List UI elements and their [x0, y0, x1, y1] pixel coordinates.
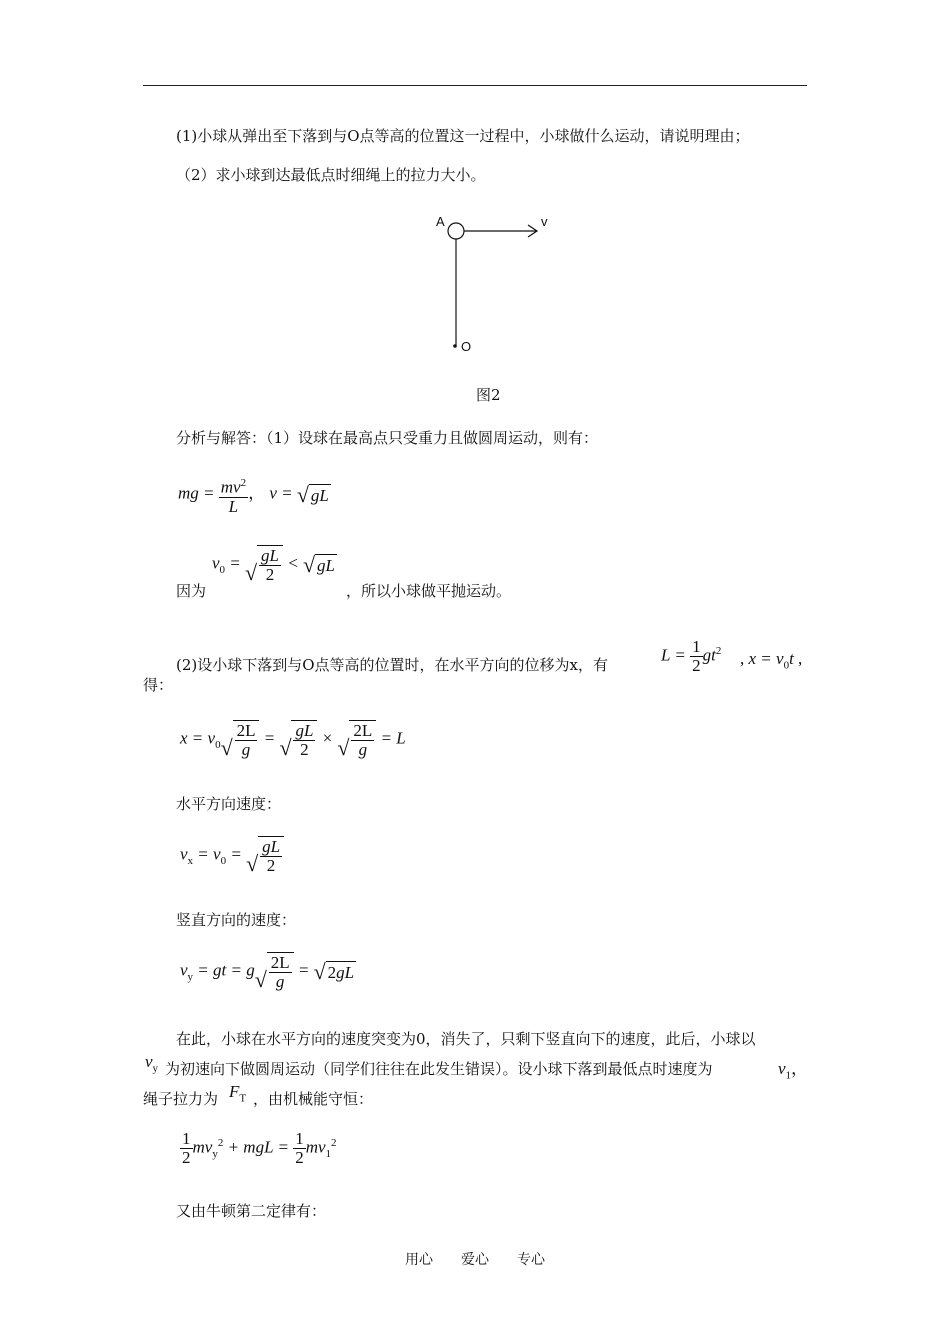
eq-energy: $\frac{1}{2}$ $mv_y^2$ + mgL = $\frac{1}{2}$ $mv_1^2$ [182, 1129, 337, 1167]
eq-vx: $v_x = v_0$ = √ $\frac{gL}{2}$ [180, 836, 284, 875]
paragraph-line-2: 为初速向下做圆周运动（同学们往往在此发生错误）。设小球下落到最低点时速度为 [165, 1060, 713, 1078]
so-text: ，所以小球做平抛运动。 [346, 582, 512, 600]
horizontal-speed-label: 水平方向速度： [176, 795, 282, 813]
label-a: A [436, 214, 445, 229]
symbol-v1: $v_1$， [778, 1059, 809, 1082]
analysis-intro: 分析与解答：（1）设球在最高点只受重力且做圆周运动，则有： [176, 429, 599, 447]
point-o [453, 344, 457, 348]
because-label: 因为 [176, 582, 207, 600]
question-1: (1)小球从弹出至下落到与O点等高的位置这一过程中，小球做什么运动，请说明理由； [176, 127, 750, 145]
label-o: O [461, 339, 472, 354]
label-v: v [541, 214, 548, 229]
newton-label: 又由牛顿第二定律有： [176, 1202, 327, 1220]
vertical-speed-label: 竖直方向的速度： [176, 911, 297, 929]
eq-v0: $v_0$ = √ $\frac{gL}{2}$ < √ gL [212, 545, 337, 584]
symbol-vy: $v_y$ [145, 1052, 159, 1075]
paragraph-line-3a: 绳子拉力为 [143, 1090, 219, 1108]
paragraph-line-3b: ，由机械能守恒： [253, 1090, 374, 1108]
footer: 用心 爱心 专心 [405, 1252, 545, 1268]
de-label: 得： [143, 676, 174, 694]
symbol-ft: $F_T$ [229, 1082, 247, 1105]
header-rule [143, 85, 807, 86]
eq-x: , $x = v_0t$ , [740, 649, 803, 672]
eq-centripetal: mg = $\frac{mv^2}{L}$ ， v = √ gL [178, 474, 331, 516]
figure-caption: 图2 [476, 386, 501, 404]
eq-fall: L = $\frac{1}{2}$ $gt^2$ [661, 637, 722, 675]
question-2: （2）求小球到达最低点时细绳上的拉力大小。 [176, 166, 486, 184]
part2-text: (2)设小球下落到与O点等高的位置时，在水平方向的位移为x，有 [176, 656, 609, 674]
eq-vy: $v_y$ = gt = g √ $\frac{2L}{g}$ = √ 2gL [180, 952, 356, 991]
eq-x-result: $x = v_0$ √ $\frac{2L}{g}$ = √ $\frac{gL}{2}$ × √ $\frac{2L}{g}$ = L [180, 720, 406, 759]
ball-circle [448, 223, 464, 239]
paragraph-line-1: 在此，小球在水平方向的速度突变为0，消失了，只剩下竖直向下的速度，此后，小球以 [176, 1030, 756, 1048]
